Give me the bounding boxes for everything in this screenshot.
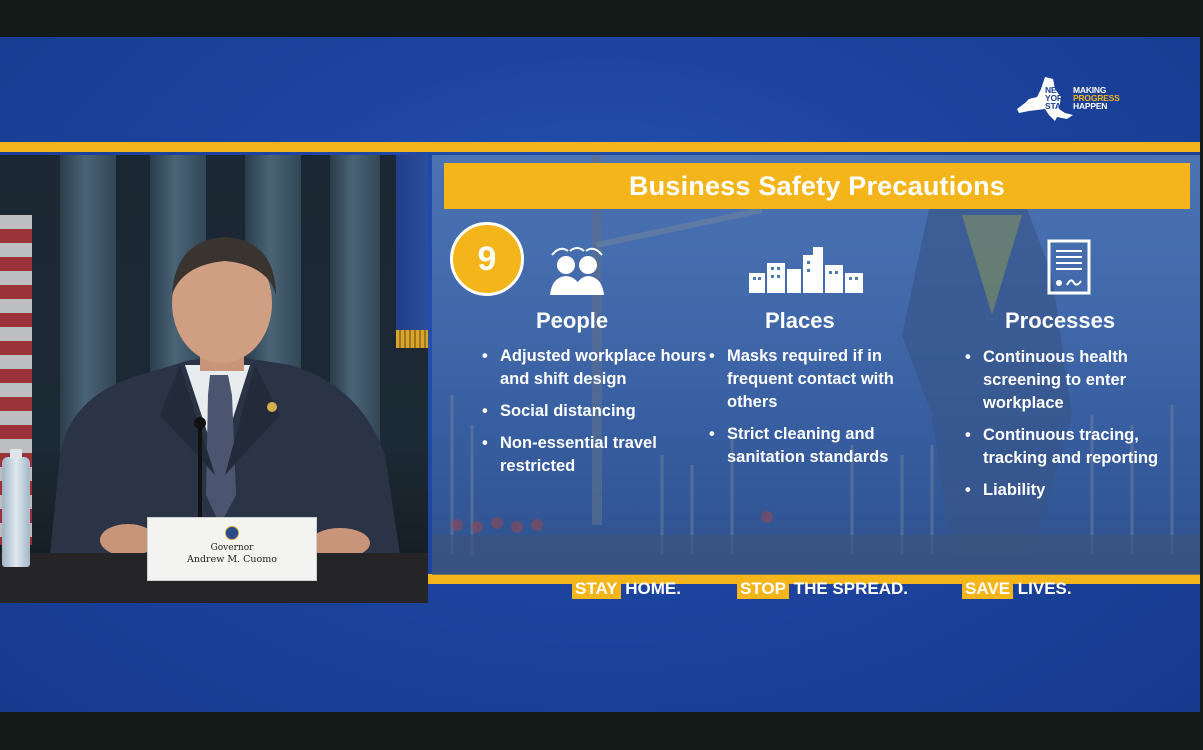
logo-tagline	[1073, 86, 1120, 110]
nameplate	[147, 517, 317, 581]
bullet-item: • Liability	[963, 479, 1198, 502]
bullet-item: • Strict cleaning and sanitation standards	[707, 423, 942, 469]
water-bottle	[2, 457, 30, 567]
slogan-stay-home	[572, 579, 681, 599]
document-icon	[1047, 239, 1091, 295]
slide-title-bar	[444, 163, 1190, 209]
ny-state-logo	[1015, 75, 1125, 123]
logo-tagline-progress: PROGRESS	[1073, 93, 1120, 103]
badge-number: 9	[477, 239, 497, 278]
slogan-save-lives	[962, 579, 1072, 599]
bullet-item: • Social distancing	[480, 400, 720, 423]
bullet-item: • Non-essential travel restricted	[480, 432, 720, 478]
slogan-rest: LIVES.	[1013, 579, 1072, 598]
nameplate-title: Governor	[210, 543, 254, 553]
seal-icon	[225, 526, 239, 540]
people-icon	[546, 243, 608, 297]
slogan-rest: THE SPREAD.	[788, 579, 909, 598]
nameplate-name: Andrew M. Cuomo	[187, 554, 277, 565]
slogan-highlight: STAY	[572, 578, 621, 599]
heading-places: Places	[765, 308, 835, 333]
heading-processes: Processes	[1005, 308, 1116, 333]
logo-state-text: NEW YORK STATE	[1045, 85, 1071, 111]
slogan-highlight: STOP	[737, 578, 789, 599]
places-bullets	[707, 345, 942, 478]
top-gold-stripe	[0, 142, 1200, 152]
bullet-item: • Masks required if in frequent contact with others	[707, 345, 942, 414]
presentation-slide	[432, 155, 1200, 598]
slide-title: Business Safety Precautions	[628, 170, 1006, 201]
processes-bullets	[963, 346, 1198, 511]
phase-number-badge	[450, 222, 524, 296]
speaker-figure	[40, 225, 420, 565]
bullet-item: • Continuous tracing, tracking and reporting	[963, 424, 1198, 470]
slogan-footer	[432, 579, 1200, 609]
slogan-rest: HOME.	[620, 579, 681, 598]
buildings-icon	[747, 245, 865, 295]
logo-tagline-happen: HAPPEN	[1073, 101, 1108, 111]
heading-people: People	[536, 308, 609, 333]
bullet-item: • Adjusted workplace hours and shift design	[480, 345, 720, 391]
video-feed	[0, 155, 428, 571]
bullet-item: • Continuous health screening to enter workplace	[963, 346, 1198, 415]
slogan-stop-spread	[737, 579, 908, 599]
logo-tagline-making: MAKING	[1073, 85, 1107, 95]
people-bullets	[480, 345, 720, 487]
broadcast-frame	[0, 37, 1200, 712]
slogan-highlight: SAVE	[962, 578, 1013, 599]
